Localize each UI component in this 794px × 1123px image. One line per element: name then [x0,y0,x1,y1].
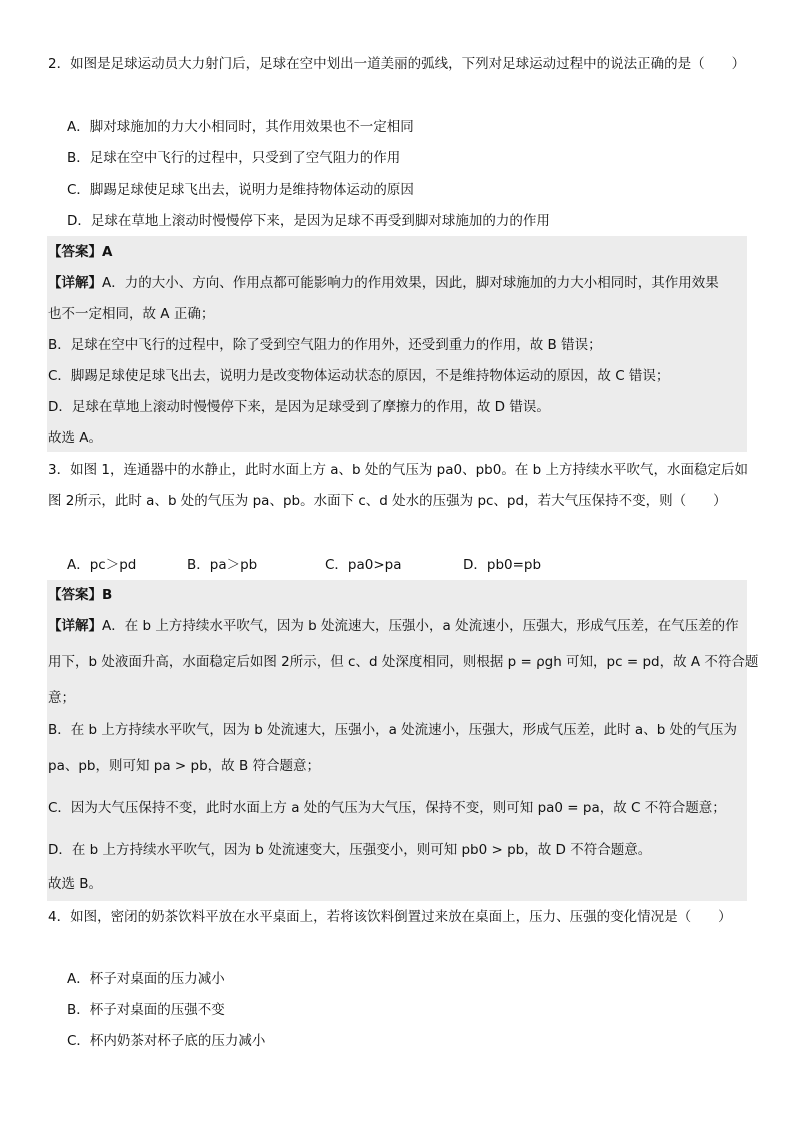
q2-detail-line-2: 也不一定相同，故 A 正确； [48,306,215,322]
q2-stem: 2．如图是足球运动员大力射门后，足球在空中划出一道美丽的弧线，下列对足球运动过程中的说法正确的是（ ） [48,56,746,72]
q3-option-d: D．pb0=pb [463,557,542,573]
q2-detail-label: 【详解】 [48,275,102,291]
q3-detail-line-5: pa、pb，则可知 pa > pb，故 B 符合题意； [48,758,320,774]
q3-option-a: A．pc＞pd [67,557,137,573]
q3-answer-label: 【答案】 [48,587,102,603]
q3-detail-label: 【详解】 [48,618,102,634]
q4-option-b: B．杯子对桌面的压强不变 [67,1002,225,1018]
q2-detail-line-1 [48,273,719,293]
q3-options-row [67,555,747,575]
q3-detail-line-4: B．在 b 上方持续水平吹气，因为 b 处流速大，压强小，a 处流速小，压强大，形成气压差，此时 a、b 处的气压为 [48,722,738,738]
q3-option-b: B．pa＞pb [187,557,258,573]
q3-answer-value: B [102,587,113,603]
q3-option-c: C．pa0>pa [325,557,402,573]
q3-detail-line-6: C．因为大气压保持不变，此时水面上方 a 处的气压为大气压，保持不变，则可知 pa0 = pa，故 C 不符合题意； [48,800,726,816]
q3-stem-line-2: 图 2所示，此时 a、b 处的气压为 pa、pb。水面下 c、d 处水的压强为 pc、pd，若大气压保持不变，则（ ） [48,493,727,509]
q4-stem: 4．如图，密闭的奶茶饮料平放在水平桌面上，若将该饮料倒置过来放在桌面上，压力、压强的变化情况是（ ） [48,909,732,925]
q4-option-a: A．杯子对桌面的压力减小 [67,971,225,987]
q3-stem-line-1: 3．如图 1，连通器中的水静止，此时水面上方 a、b 处的气压为 pa0、pb0。在 b 上方持续水平吹气，水面稳定后如 [48,462,748,478]
q2-option-a: A．脚对球施加的力大小相同时，其作用效果也不一定相同 [67,119,414,135]
q2-answer [48,242,112,262]
q3-detail-line-1 [48,616,739,636]
q2-detail-text-1: A．力的大小、方向、作用点都可能影响力的作用效果，因此，脚对球施加的力大小相同时，其作用效果 [102,275,719,291]
q4-option-c: C．杯内奶茶对杯子底的压力减小 [67,1033,266,1049]
q2-answer-value: A [102,244,113,260]
q2-option-b: B．足球在空中飞行的过程中，只受到了空气阻力的作用 [67,150,401,166]
q2-detail-line-3: B．足球在空中飞行的过程中，除了受到空气阻力的作用外，还受到重力的作用，故 B 错误； [48,337,602,353]
q3-answer [48,585,112,605]
q2-option-d: D．足球在草地上滚动时慢慢停下来，是因为足球不再受到脚对球施加的力的作用 [67,213,550,229]
q2-detail-line-5: D．足球在草地上滚动时慢慢停下来，是因为足球受到了摩擦力的作用，故 D 错误。 [48,399,550,415]
q3-detail-line-2: 用下，b 处液面升高，水面稳定后如图 2所示，但 c、d 处深度相同，则根据 p = ρgh 可知，pc = pd，故 A 不符合题 [48,654,759,670]
q3-detail-line-7: D．在 b 上方持续水平吹气，因为 b 处流速变大，压强变小，则可知 pb0 > pb，故 D 不符合题意。 [48,842,652,858]
q2-option-c: C．脚踢足球使足球飞出去，说明力是维持物体运动的原因 [67,182,414,198]
q3-detail-text-1: A．在 b 上方持续水平吹气，因为 b 处流速大，压强小，a 处流速小，压强大，形成气压差，在气压差的作 [102,618,739,634]
q3-detail-line-3: 意； [48,690,75,706]
q3-detail-line-8: 故选 B。 [48,876,103,892]
q2-answer-label: 【答案】 [48,244,102,260]
q2-detail-line-6: 故选 A。 [48,430,103,446]
q2-detail-line-4: C．脚踢足球使足球飞出去，说明力是改变物体运动状态的原因，不是维持物体运动的原因，故 C 错误； [48,368,670,384]
